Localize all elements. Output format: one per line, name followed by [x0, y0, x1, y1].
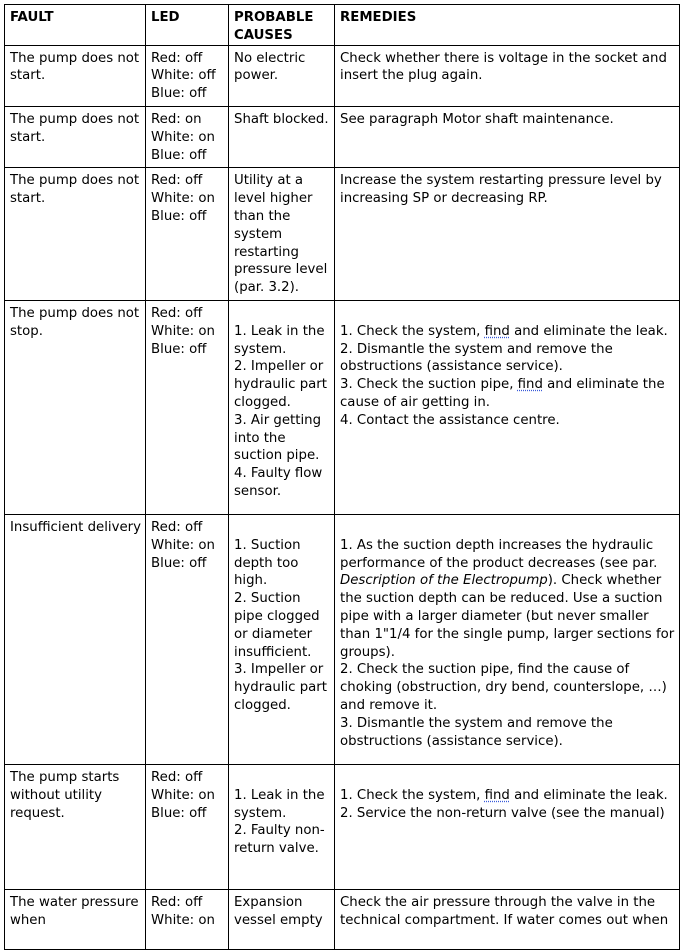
header-fault: FAULT: [5, 5, 146, 46]
remedies-cell: See paragraph Motor shaft maintenance.: [335, 106, 680, 167]
causes-cell: [229, 300, 335, 514]
led-red: Red: off: [151, 50, 203, 66]
cause-item: 4. Faulty flow sensor.: [234, 466, 327, 499]
led-cell: [146, 514, 229, 764]
led-blue: Blue: off: [151, 147, 207, 163]
header-remedies: REMEDIES: [335, 5, 680, 46]
find-word: find: [484, 323, 510, 339]
remedies-cell: [335, 300, 680, 514]
remedy-item: 4. Contact the assistance centre.: [340, 412, 560, 428]
fault-cell: The pump does not start.: [5, 45, 146, 106]
remedies-cell: Increase the system restarting pressure level by increasing SP or decreasing RP.: [335, 168, 680, 301]
remedy-item: 1. Check the system, find and eliminate the leak.: [340, 323, 668, 339]
fault-cell: The water pressure when: [5, 889, 146, 949]
led-white: White: on: [151, 323, 215, 339]
cause-item: 1. Leak in the system.: [234, 787, 329, 821]
led-blue: Blue: off: [151, 86, 207, 102]
causes-cell: Shaft blocked.: [229, 106, 335, 167]
remedies-cell: [335, 514, 680, 764]
causes-cell: Utility at a level higher than the system restarting pressure level (par. 3.2).: [229, 168, 335, 301]
fault-cell: Insufficient delivery: [5, 514, 146, 764]
fault-cell: The pump starts without utility request.: [5, 764, 146, 889]
cause-item: 2. Faulty non-return valve.: [234, 823, 325, 857]
cause-item: 3. Impeller or hydraulic part clogged.: [234, 662, 332, 713]
led-white: White: on: [151, 537, 215, 553]
led-cell: [146, 300, 229, 514]
fault-cell: The pump does not stop.: [5, 300, 146, 514]
table-row: [5, 168, 680, 301]
remedies-cell: Check the air pressure through the valve in the technical compartment. If water comes out when: [335, 889, 680, 949]
led-red: Red: off: [151, 769, 203, 785]
remedy-item: 2. Check the suction pipe, find the cause of choking (obstruction, dry bend, counterslope, …) and remove it.: [340, 662, 672, 713]
led-cell: [146, 764, 229, 889]
led-blue: Blue: off: [151, 805, 207, 821]
led-blue: Blue: off: [151, 341, 207, 357]
cause-item: 1. Suction depth too high.: [234, 537, 305, 589]
header-led: LED: [146, 5, 229, 46]
table-row: [5, 106, 680, 167]
remedy-item: 1. As the suction depth increases the hydraulic performance of the product decreases (see par. Description of the Electropump). Check whether the suction depth can be reduced. Use a suction pipe with a larger diameter (but never smaller than 1"1/4 for the single pump, larger sections for groups).: [340, 537, 679, 660]
fault-cell: The pump does not start.: [5, 168, 146, 301]
remedies-cell: [335, 764, 680, 889]
led-white: White: off: [151, 68, 216, 84]
led-red: Red: off: [151, 305, 203, 321]
header-row: [5, 5, 680, 46]
led-red: Red: on: [151, 111, 202, 127]
remedy-item: 3. Check the suction pipe, find and eliminate the cause of air getting in.: [340, 377, 669, 410]
causes-cell: [229, 764, 335, 889]
table-row: [5, 45, 680, 106]
led-blue: Blue: off: [151, 555, 207, 571]
table-row: [5, 764, 680, 889]
remedies-cell: Check whether there is voltage in the socket and insert the plug again.: [335, 45, 680, 106]
led-cell: [146, 889, 229, 949]
find-word: find: [484, 787, 510, 803]
led-cell: [146, 106, 229, 167]
led-red: Red: off: [151, 519, 203, 535]
remedy-item: 2. Dismantle the system and remove the obstructions (assistance service).: [340, 341, 617, 375]
led-white: White: on: [151, 191, 215, 207]
led-red: Red: off: [151, 173, 203, 189]
led-white: White: on: [151, 787, 215, 803]
remedy-item: 3. Dismantle the system and remove the obstructions (assistance service).: [340, 715, 617, 749]
led-blue: Blue: off: [151, 208, 207, 224]
led-cell: [146, 45, 229, 106]
find-word: find: [517, 377, 543, 393]
cause-item: 1. Leak in the system.: [234, 323, 329, 357]
remedy-item: 2. Service the non-return valve (see the manual): [340, 805, 665, 821]
causes-cell: [229, 514, 335, 764]
table-row: [5, 889, 680, 949]
remedy-item: 1. Check the system, find and eliminate the leak.: [340, 787, 668, 803]
causes-cell: No electric power.: [229, 45, 335, 106]
led-cell: [146, 168, 229, 301]
led-white: White: on: [151, 129, 215, 145]
fault-cell: The pump does not start.: [5, 106, 146, 167]
table-row: [5, 300, 680, 514]
cause-item: 3. Air getting into the suction pipe.: [234, 412, 326, 464]
table-row: [5, 514, 680, 764]
led-white: White: on: [151, 912, 215, 928]
troubleshooting-table: [4, 4, 680, 950]
cause-item: 2. Impeller or hydraulic part clogged.: [234, 359, 332, 410]
italic-reference: Description of the Electropump: [340, 573, 548, 589]
cause-item: 2. Suction pipe clogged or diameter insufficient.: [234, 591, 324, 660]
causes-cell: Expansion vessel empty: [229, 889, 335, 949]
led-red: Red: off: [151, 894, 203, 910]
header-causes: PROBABLE CAUSES: [229, 5, 335, 46]
